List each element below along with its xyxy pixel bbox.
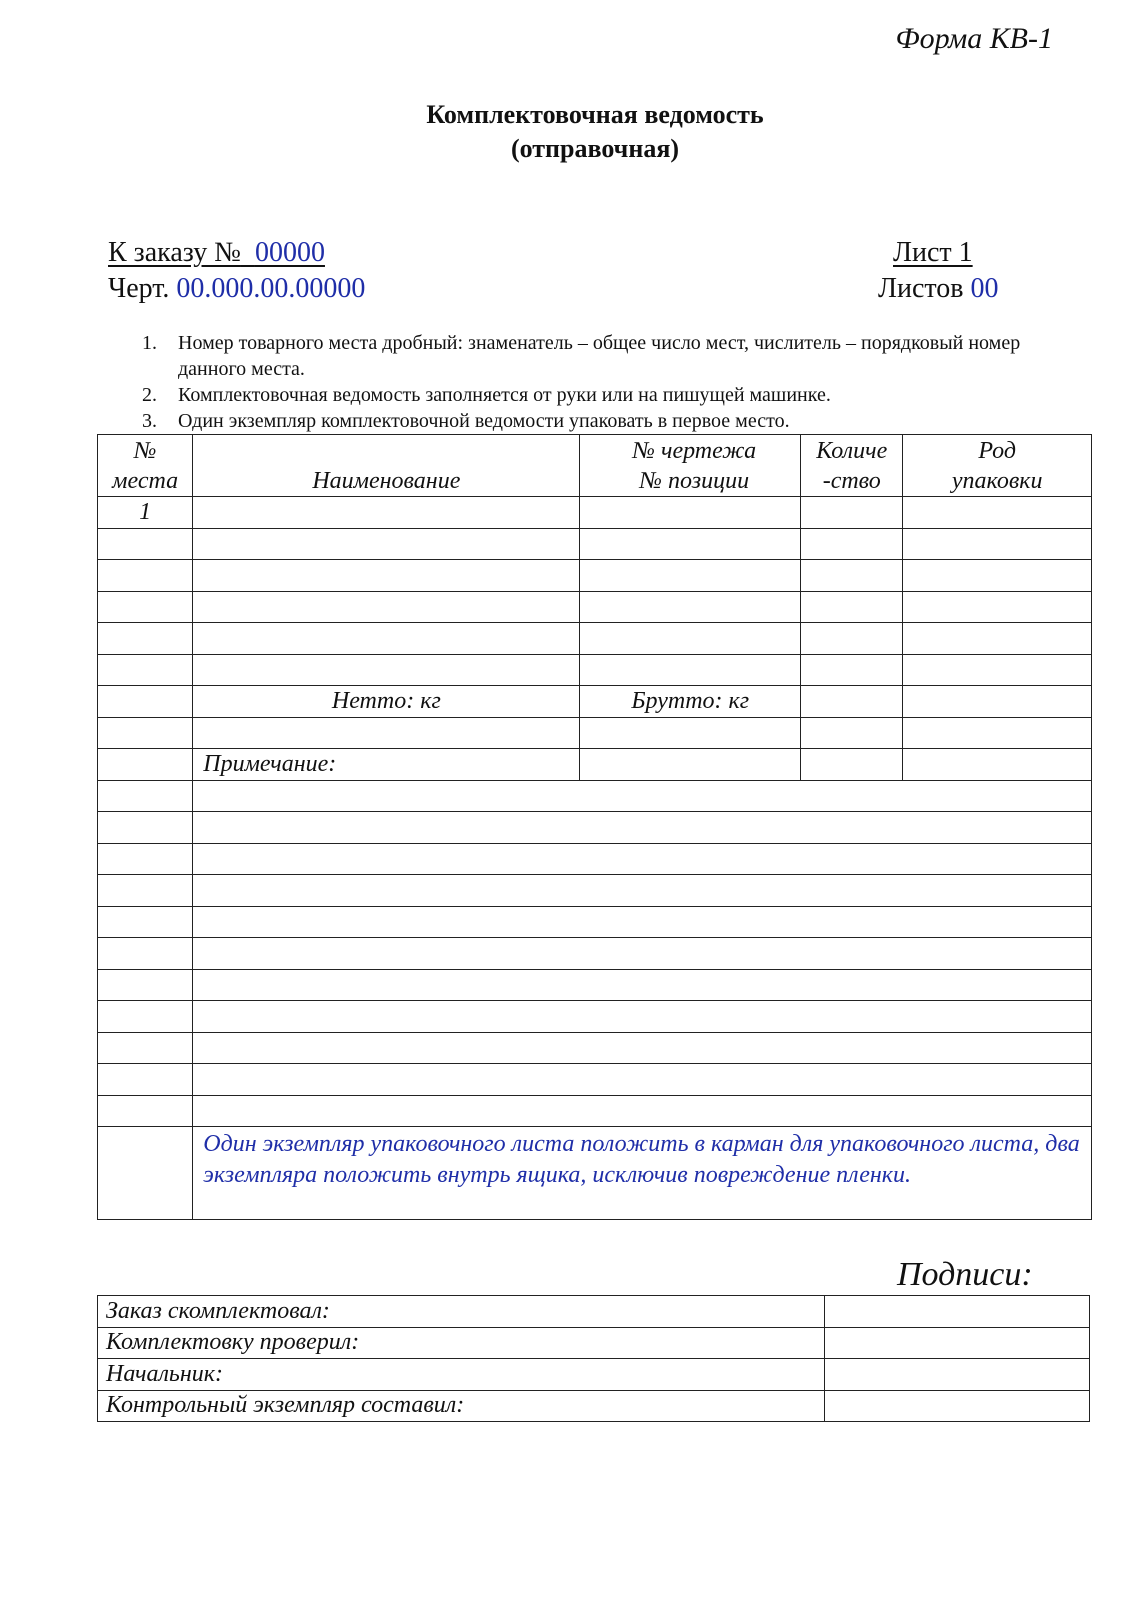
signature-row <box>98 1359 1090 1391</box>
remark-line <box>98 1032 1092 1064</box>
order-number-line <box>108 236 325 270</box>
remark-line <box>98 843 1092 875</box>
header-place-number: № места <box>98 435 193 497</box>
remark-line <box>98 780 1092 812</box>
remark-line <box>98 938 1092 970</box>
weight-row <box>98 686 1092 718</box>
order-label: К заказу № <box>108 237 241 268</box>
instructions-list <box>138 330 1088 434</box>
signature-role: Комплектовку проверил: <box>98 1327 825 1359</box>
document-title: Комплектовочная ведомость <box>426 100 764 129</box>
signature-row <box>98 1390 1090 1422</box>
signature-field[interactable] <box>825 1359 1090 1391</box>
form-code: Форма КВ-1 <box>895 22 1053 55</box>
place-number-cell[interactable]: 1 <box>98 497 193 529</box>
remark-line <box>98 1095 1092 1127</box>
net-weight-label: Нетто: кг <box>193 686 580 718</box>
packaging-cell[interactable] <box>903 497 1092 529</box>
table-row <box>98 560 1092 592</box>
sheets-count-line <box>878 272 999 306</box>
table-row <box>98 654 1092 686</box>
signature-field[interactable] <box>825 1327 1090 1359</box>
table-row <box>98 591 1092 623</box>
remark-line <box>98 812 1092 844</box>
gross-weight-label: Брутто: кг <box>580 686 801 718</box>
instruction-item: 1. Номер товарного места дробный: знаменатель – общее число мест, числитель – порядковый номер данного места. <box>142 332 1021 380</box>
signature-row <box>98 1327 1090 1359</box>
sheets-label: Листов <box>878 273 964 304</box>
signatures-table <box>97 1295 1090 1422</box>
packing-instruction-text: Один экземпляр упаковочного листа положить в карман для упаковочного листа, два экземпляра положить внутрь ящика, исключив повреждение пленки. <box>193 1127 1092 1220</box>
header-packaging: Род упаковки <box>903 435 1092 497</box>
remark-line <box>98 1001 1092 1033</box>
instruction-item: 2. Комплектовочная ведомость заполняется от руки или на пишущей машинке. <box>142 384 831 406</box>
signatures-title: Подписи: <box>897 1256 1033 1293</box>
signature-row <box>98 1296 1090 1328</box>
instruction-item: 3. Один экземпляр комплектовочной ведомости упаковать в первое место. <box>142 410 790 432</box>
packing-table <box>97 434 1092 1220</box>
header-quantity: Количе -ство <box>801 435 903 497</box>
drawing-cell[interactable] <box>580 497 801 529</box>
remark-line <box>98 875 1092 907</box>
table-header-row <box>98 435 1092 497</box>
remark-line <box>98 1064 1092 1096</box>
name-cell[interactable] <box>193 497 580 529</box>
document-subtitle: (отправочная) <box>510 134 680 163</box>
signature-role: Контрольный экземпляр составил: <box>98 1390 825 1422</box>
signature-role: Заказ скомплектовал: <box>98 1296 825 1328</box>
header-name: Наименование <box>193 435 580 497</box>
order-number: 00000 <box>254 237 325 268</box>
drawing-number-line <box>108 272 365 306</box>
instruction-row <box>98 1127 1092 1220</box>
signature-role: Начальник: <box>98 1359 825 1391</box>
drawing-label: Черт. <box>108 273 170 304</box>
remark-label: Примечание: <box>193 749 580 781</box>
remark-line <box>98 969 1092 1001</box>
remark-line <box>98 906 1092 938</box>
sheets-count: 00 <box>970 273 999 304</box>
signature-field[interactable] <box>825 1390 1090 1422</box>
signature-field[interactable] <box>825 1296 1090 1328</box>
sheet-label: Лист 1 <box>893 237 973 268</box>
remark-row <box>98 749 1092 781</box>
quantity-cell[interactable] <box>801 497 903 529</box>
table-row <box>98 623 1092 655</box>
table-row <box>98 497 1092 529</box>
table-row <box>98 717 1092 749</box>
header-drawing-position: № чертежа № позиции <box>580 435 801 497</box>
table-row <box>98 528 1092 560</box>
drawing-number: 00.000.00.00000 <box>176 273 366 304</box>
